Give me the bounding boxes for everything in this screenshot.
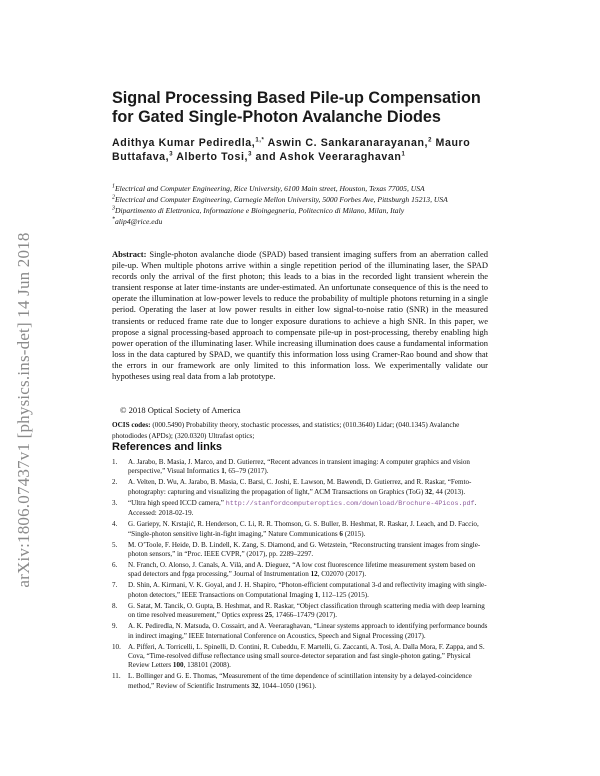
reference-item [112, 520, 488, 539]
author-name: Mauro Buttafava, [112, 137, 471, 163]
reference-number: 9. [112, 622, 118, 631]
author-affiliation-mark: 1,* [255, 137, 265, 144]
reference-text: A. Velten, D. Wu, A. Jarabo, B. Masia, C. Barsi, C. Joshi, E. Lawson, M. Bawendi, D. Gutierrez, and R. Raskar, “Femto-photography: capturing and visualizing the propagation of light,” ACM Transactions on Graphics (ToG) [128, 478, 472, 496]
author-affiliation-mark: 2 [428, 137, 432, 144]
reference-item [112, 602, 488, 621]
abstract [112, 249, 488, 382]
reference-number: 8. [112, 601, 118, 610]
reference-text: , 1044–1050 (1961). [258, 681, 317, 690]
reference-text: , 112–125 (2015). [318, 590, 369, 599]
corresponding-email: alip4@rice.edu [115, 217, 163, 226]
reference-text: , 17466–17479 (2017). [272, 611, 338, 620]
reference-text: , 65–79 (2017). [224, 467, 269, 476]
copyright-notice: © 2018 Optical Society of America [120, 405, 241, 415]
reference-text: , C02070 (2017). [317, 570, 367, 579]
reference-item [112, 643, 488, 671]
ocis-label: OCIS codes: [112, 421, 151, 429]
author-name: Alberto Tosi, [173, 151, 249, 163]
author-name: Aswin C. Sankaranarayanan, [264, 137, 429, 149]
paper-title: Signal Processing Based Pile-up Compensation for Gated Single-Photon Avalanche Diodes [112, 89, 481, 126]
ocis-text: (000.5490) Probability theory, stochastic processes, and statistics; (010.3640) Lidar; (040.1345) Avalanche photodiodes (APDs); (320.0320) Ultrafast optics; [112, 421, 460, 440]
affiliation-mark: 1 [112, 183, 115, 190]
reference-text: 32 [425, 487, 433, 496]
reference-text: 12 [310, 570, 318, 579]
reference-link[interactable]: http://stanfordcomputeroptics.com/download/Brochure-4Picos.pdf [225, 499, 475, 508]
reference-item [112, 622, 488, 641]
arxiv-identifier: arXiv:1806.07437v1 [physics.ins-det] 14 Jun 2018 [14, 232, 33, 588]
reference-number: 3. [112, 498, 118, 507]
abstract-text: Single-photon avalanche diode (SPAD) based transient imaging suffers from an aberration called pile-up. When multiple photons arrive within a single repetition period of the illuminating laser, the SPAD records only the arrival of the first photon; this leads to a bias in the recorded light transient wherein the transient response at later time-instants are under-estimated. An unfortunate consequence of this is the need to operate the illumination at low-power levels to reduce the probability of multiple photons returning in a single period. Operating the laser at low power results in either low signal-to-noise ratio (SNR) in the measured transients or reduced frame rate due to longer exposure durations to achieve a high SNR. In this paper, we propose a signal processing-based approach to compensate pile-up in post-processing, thereby enabling high power operation of the illuminating laser. While increasing illumination does cause a fundamental information loss in the data captured by SPAD, we quantify this information loss using Cramer-Rao bound and show that the errors in our framework are only limited to this information loss. We experimentally validate our hypotheses using real data from a lab prototype. [112, 249, 489, 382]
reference-text: G. Gariepy, N. Krstajić, R. Henderson, C. Li, R. R. Thomson, G. S. Buller, B. Heshmat, R. Raskar, J. Leach, and D. Faccio, “Single-photon sensitive light-in-fight imaging,” Nature Communications [128, 520, 479, 538]
reference-number: 11. [112, 672, 121, 681]
reference-text: G. Satat, M. Tancik, O. Gupta, B. Heshmat, and R. Raskar, “Object classification through scattering media with deep learning on time resolved measurement,” Optics express [128, 601, 485, 620]
reference-text: , 44 (2013). [432, 487, 466, 496]
reference-item [112, 541, 488, 560]
reference-text: “Ultra high speed ICCD camera,” [128, 498, 226, 507]
affiliation-text: Electrical and Computer Engineering, Carnegie Mellon University, 5000 Forbes Ave, Pittsburgh 15213, USA [115, 195, 448, 204]
affiliation-mark: 3 [112, 205, 115, 212]
reference-number: 5. [112, 540, 118, 549]
reference-text: 100 [172, 661, 184, 670]
reference-item [112, 478, 488, 497]
reference-number: 1. [112, 458, 118, 466]
abstract-label: Abstract: [112, 249, 147, 259]
reference-list [112, 458, 488, 693]
ocis-codes [112, 420, 488, 441]
reference-text: A. Pifferi, A. Torricelli, L. Spinelli, D. Contini, R. Cubeddu, F. Martelli, G. Zaccanti, A. Tosi, A. Dalla Mora, F. Zappa, and S. Cova, “Time-resolved diffuse reflectance using small source-detector separation and fast single-photon gating,” Physical Review Letters [128, 642, 485, 670]
reference-item [112, 499, 488, 519]
reference-text: 1 [221, 467, 225, 476]
author-name: Adithya Kumar Pediredla, [112, 137, 256, 149]
corresponding-email-line [112, 216, 492, 227]
reference-text: L. Bollinger and G. E. Thomas, “Measurement of the time dependence of scintillation intensity by a delayed-coincidence method,” Review of Scientific Instruments [128, 672, 472, 690]
reference-item [112, 672, 488, 691]
author-name: and Ashok Veeraraghavan [252, 151, 402, 163]
affiliation-mark: 2 [112, 194, 115, 201]
reference-text: 32 [251, 681, 259, 690]
reference-number: 4. [112, 520, 118, 529]
reference-number: 6. [112, 561, 118, 570]
reference-text: . Accessed: 2018-02-19. [128, 498, 477, 518]
author-list [112, 136, 492, 164]
reference-number: 7. [112, 581, 118, 590]
reference-item [112, 561, 488, 580]
reference-item [112, 458, 488, 477]
author-affiliation-mark: 3 [248, 151, 252, 158]
reference-number: 2. [112, 478, 118, 487]
affiliation-mark: * [112, 216, 115, 223]
affiliation-text: Dipartimento di Elettronica, Informazione e Bioingegneria, Politecnico di Milano, Milan, Italy [115, 206, 405, 215]
author-affiliation-mark: 1 [401, 151, 406, 158]
reference-text: N. Franch, O. Alonso, J. Canals, A. Vilà, and A. Dieguez, “A low cost fluorescence lifetime measurement system based on spad detectors and fpga processing,” Journal of Instrumentation [128, 561, 476, 579]
affiliation-text: Electrical and Computer Engineering, Rice University, 6100 Main street, Houston, Texas 77005, USA [115, 184, 425, 193]
reference-text: 25 [264, 611, 273, 620]
references-heading: References and links [112, 441, 223, 453]
author-affiliation-mark: 3 [169, 151, 174, 158]
reference-text: 1 [314, 590, 319, 599]
reference-item [112, 581, 488, 600]
arxiv-sidebar-stamp [6, 160, 42, 660]
affiliations [112, 183, 492, 227]
reference-text: 6 [339, 529, 343, 538]
reference-text: M. O’Toole, F. Heide, D. B. Lindell, K. Zang, S. Diamond, and G. Wetzstein, “Reconstructing transient images from single-photon sensors,” in “Proc. IEEE CVPR,” (2017), pp. 2289–2297. [128, 540, 481, 559]
reference-text: (2015). [342, 529, 366, 538]
reference-text: D. Shin, A. Kirmani, V. K. Goyal, and J. H. Shapiro, “Photon-efficient computational 3-d and reflectivity imaging with single-photon detectors,” IEEE Transactions on Computational Imaging [128, 581, 487, 599]
affiliation-line [112, 205, 492, 216]
reference-number: 10. [112, 642, 121, 651]
reference-text: , 138101 (2008). [183, 661, 231, 670]
affiliation-line [112, 194, 492, 205]
reference-text: A. Jarabo, B. Masia, J. Marco, and D. Gutierrez, “Recent advances in transient imaging: A computer graphics and vision perspective,” Visual Informatics [128, 458, 470, 476]
reference-text: A. K. Pediredla, N. Matsuda, O. Cossairt, and A. Veeraraghavan, “Linear systems approach to identifying performance bounds in indirect imaging,” IEEE International Conference on Acoustics, Speech and Signal Processing (2017). [128, 622, 488, 640]
affiliation-line [112, 183, 492, 194]
